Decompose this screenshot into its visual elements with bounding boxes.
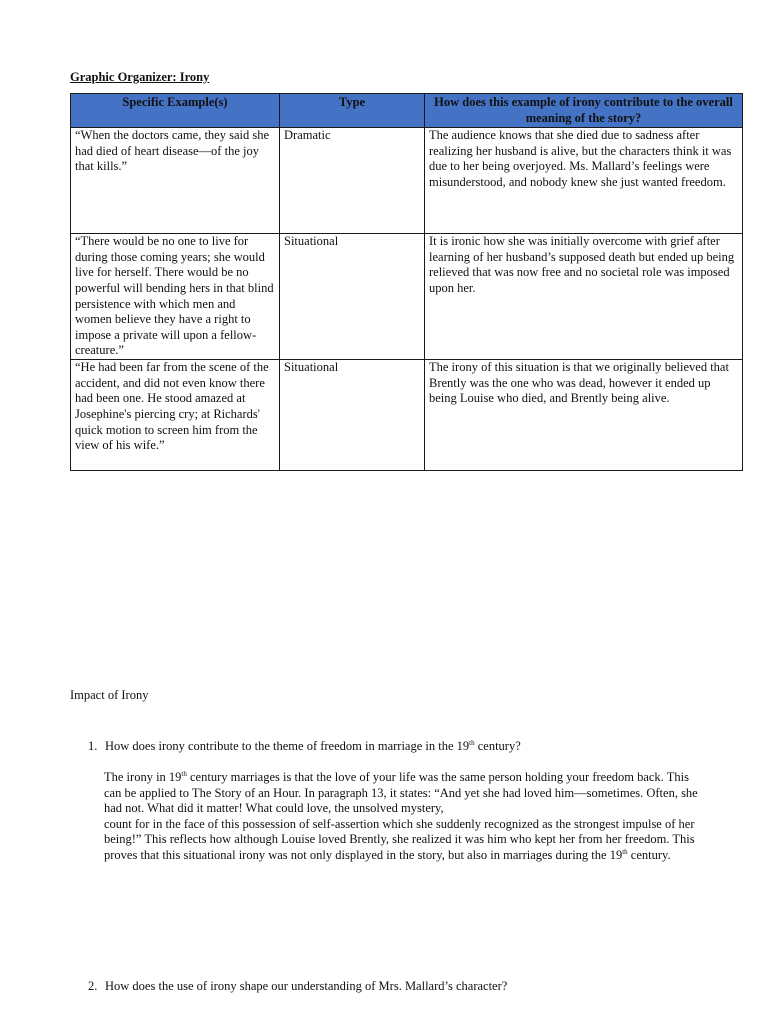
- answer-text: The irony in 19: [104, 770, 182, 784]
- answer-1: [104, 770, 704, 864]
- meaning-cell: It is ironic how she was initially overcome with grief after learning of her husband’s supposed death but ended up being relieved that was now free and no societal role was imposed upon her.: [425, 234, 743, 360]
- type-cell: Situational: [280, 234, 425, 360]
- header-type: Type: [280, 94, 425, 128]
- answer-text: century marriages is that the love of your life was the same person holding your freedom back. This can be applied to The Story of an Hour. In paragraph 13, it states: “And yet she had loved him—sometimes. Often, she had not. What did it matter! What could love, the unsolved mystery,: [104, 770, 698, 816]
- page-title: Graphic Organizer: Irony: [70, 70, 210, 84]
- table-row: [71, 360, 743, 471]
- superscript: th: [469, 738, 475, 747]
- answer-text: century.: [627, 847, 671, 862]
- example-cell: “There would be no one to live for during those coming years; she would live for herself. There would be no powerful will bending hers in that blind persistence with which men and women believe they have a right to impose a private will upon a fellow-creature.”: [71, 234, 280, 360]
- meaning-cell: The irony of this situation is that we originally believed that Brently was the one who was dead, however it ended up being Louise who died, and Brently being alive.: [425, 360, 743, 471]
- header-specific-examples: Specific Example(s): [71, 94, 280, 128]
- superscript: th: [622, 847, 628, 856]
- example-cell: “When the doctors came, they said she had died of heart disease—of the joy that kills.”: [71, 128, 280, 234]
- meaning-cell: The audience knows that she died due to sadness after realizing her husband is alive, but the characters think it was due to her being overjoyed. Ms. Mallard’s feelings were misunderstood, and nobody knew she just wanted freedom.: [425, 128, 743, 234]
- table-row: [71, 128, 743, 234]
- impact-heading: Impact of Irony: [70, 688, 149, 702]
- question-text-end: century?: [474, 739, 521, 753]
- header-meaning: How does this example of irony contribute to the overall meaning of the story?: [425, 94, 743, 128]
- question-2: [88, 979, 708, 994]
- table-row: [71, 234, 743, 360]
- question-number: 2.: [88, 979, 98, 993]
- answer-text: count for in the face of this possession of self-assertion which she suddenly recognized as the strongest impulse of her being!” This reflects how although Louise loved Brently, she realized it was him who kept her from her freedom. This proves that this situational irony was not only displayed in the story, but also in marriages during the 19: [104, 816, 695, 862]
- superscript: th: [181, 769, 187, 778]
- question-text: How does the use of irony shape our understanding of Mrs. Mallard’s character?: [105, 979, 508, 993]
- example-cell: “He had been far from the scene of the accident, and did not even know there had been one. He stood amazed at Josephine's piercing cry; at Richards' quick motion to screen him from the view of his wife.”: [71, 360, 280, 471]
- irony-organizer-table: [70, 93, 743, 471]
- table-header-row: [71, 94, 743, 128]
- type-cell: Situational: [280, 360, 425, 471]
- question-1: [88, 739, 708, 754]
- question-text: How does irony contribute to the theme of freedom in marriage in the 19: [105, 739, 470, 753]
- type-cell: Dramatic: [280, 128, 425, 234]
- question-number: 1.: [88, 739, 98, 753]
